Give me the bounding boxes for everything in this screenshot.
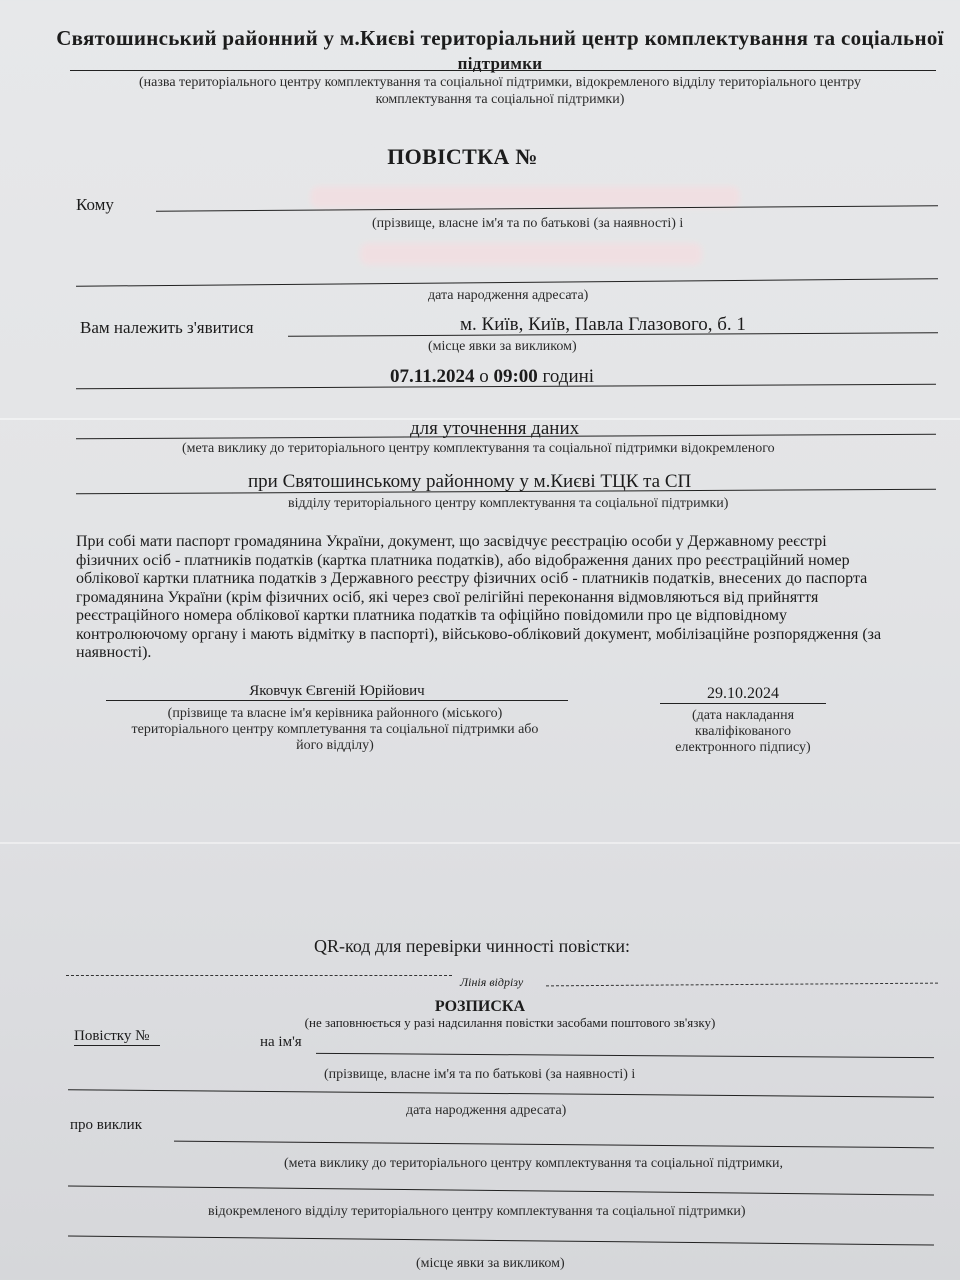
sign-date: 29.10.2024 (707, 685, 779, 702)
address-caption: (місце явки за викликом) (428, 339, 577, 354)
org-name-line1: Святошинський районний у м.Києві територіальний центр комплектування та соціальної (56, 26, 944, 50)
paragraph-line: контролюючому органу і мають відмітку в паспорті), військово-обліковий документ, мобілізаційне розпорядження (за (76, 625, 882, 643)
org-name-line2: підтримки (457, 54, 543, 73)
head-name: Яковчук Євгеній Юрійович (249, 683, 425, 699)
paragraph-line: реєстраційного номера облікової картки платника податків та офіційно повідомили про це відповідному (76, 607, 788, 624)
header-underline (70, 70, 936, 71)
receipt-call-label: про виклик (70, 1117, 142, 1133)
appointment-datetime (390, 366, 594, 388)
header-caption-line2: комплектування та соціальної підтримки) (375, 92, 625, 107)
header-caption-line1: (назва територіального центру комплектування та соціальної підтримки, відокремленого відділу територіального центру (139, 75, 861, 90)
department-value: при Святошинському районному у м.Києві ТЦК та СП (248, 471, 692, 492)
redacted-birthdate (360, 243, 702, 265)
receipt-dob-line (68, 1089, 934, 1098)
date-o: о (479, 366, 489, 387)
receipt-title: РОЗПИСКА (434, 998, 526, 1015)
receipt-purpose-line (68, 1185, 934, 1195)
paragraph-line: облікової картки платника податків з Державного реєстру фізичних осіб - платників податків, внесених до паспорта (76, 570, 868, 587)
paragraph-line: фізичних осіб - платників податків (картка платника податків), або відображення даних про реєстраційний номер (76, 551, 850, 569)
receipt-name-line (316, 1053, 934, 1058)
department-caption: відділу територіального центру комплектування та соціальної підтримки) (288, 496, 729, 511)
to-label: Кому (76, 195, 114, 214)
receipt-purpose-caption: (мета виклику до територіального центру комплектування та соціальної підтримки, (284, 1156, 784, 1171)
receipt-summons-label: Повістку № (74, 1028, 150, 1044)
paragraph-line: громадянина України (крім фізичних осіб, які через свої релігійні переконання відмовляються від прийняття (76, 588, 819, 606)
address-value: м. Київ, Київ, Павла Глазового, б. 1 (460, 314, 746, 335)
sign-date-line (660, 703, 826, 704)
sign-caption: (дата накладання кваліфікованого електронного підпису) (675, 708, 811, 755)
receipt-number-line (74, 1045, 160, 1046)
cut-line-label: Лінія відрізу (460, 975, 524, 989)
purpose-caption: (мета виклику до територіального центру комплектування та соціальної підтримки відокремленого (182, 441, 775, 456)
receipt-department-line (68, 1235, 934, 1245)
cut-line-right (546, 983, 938, 987)
appear-label: Вам належить з'явитися (80, 318, 254, 337)
receipt-name-label: на ім'я (260, 1034, 302, 1050)
time-value: 09:00 (493, 366, 538, 387)
receipt-place-caption: (місце явки за викликом) (416, 1256, 565, 1271)
time-suffix: годині (542, 366, 595, 387)
dob-line (76, 278, 938, 287)
receipt-department-caption: відокремленого відділу територіального центру комплектування та соціальної підтримки) (208, 1204, 746, 1219)
receipt-dob-caption: дата народження адресата) (406, 1103, 567, 1118)
paragraph-line: При собі мати паспорт громадянина України, документ, що засвідчує реєстрацію особи у Державному реєстрі (76, 533, 827, 550)
cut-line-left (66, 975, 452, 976)
receipt-call-line (174, 1141, 934, 1149)
name-caption: (прізвище, власне ім'я та по батькові (за наявності) і (372, 216, 684, 231)
qr-label: QR-код для перевірки чинності повістки: (314, 936, 631, 956)
summons-title: ПОВІСТКА № (387, 144, 538, 169)
paragraph-line: наявності). (76, 644, 152, 661)
dob-caption: дата народження адресата) (428, 288, 589, 303)
head-name-line (106, 700, 568, 701)
documents-paragraph (76, 533, 946, 663)
redacted-name (310, 186, 740, 208)
date-value: 07.11.2024 (390, 366, 475, 387)
receipt-subtitle: (не заповнюється у разі надсилання повістки засобами поштового зв'язку) (304, 1015, 716, 1030)
purpose-value: для уточнення даних (410, 418, 580, 439)
head-caption: (прізвище та власне ім'я керівника районного (міського) територіального центру комплетування та соціальної підтримки або його відділу) (131, 706, 539, 753)
receipt-name-caption: (прізвище, власне ім'я та по батькові (за наявності) і (324, 1067, 636, 1082)
